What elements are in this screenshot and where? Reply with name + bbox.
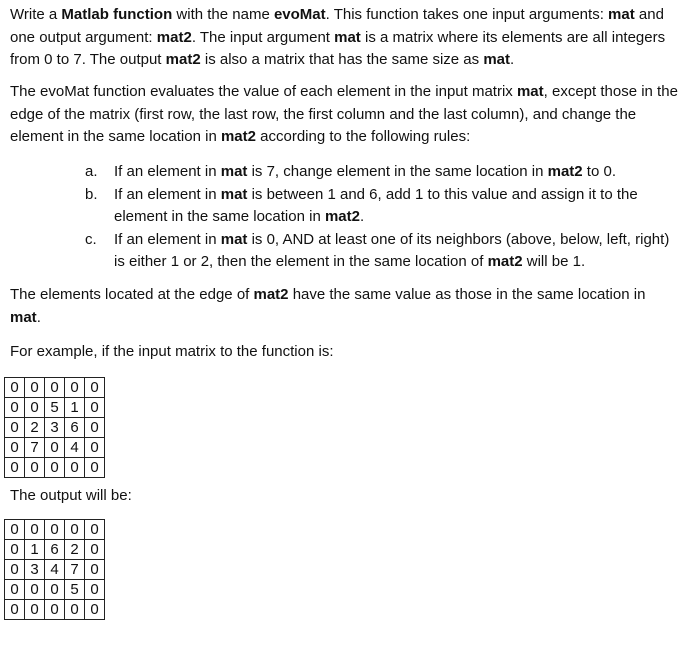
rule-a-text <box>114 163 616 180</box>
rules-list <box>85 161 680 274</box>
matrix-cell: 2 <box>65 540 85 560</box>
matrix-row <box>5 398 105 418</box>
matrix-cell: 0 <box>25 378 45 398</box>
matrix-cell: 0 <box>85 600 105 620</box>
matrix-cell: 5 <box>65 580 85 600</box>
bold-term: mat <box>10 308 37 326</box>
text-run: , except those in the edge of the matrix (first row, the last row, the first column and the last column), and change the element in the same location in <box>10 83 678 146</box>
matrix-cell: 0 <box>85 520 105 540</box>
rule-c-marker: c. <box>85 230 97 248</box>
text-run: . <box>359 208 365 226</box>
output-matrix-table <box>4 519 105 620</box>
bold-term: mat <box>220 163 248 180</box>
matrix-row <box>5 580 105 600</box>
text-run: to 0. <box>582 163 616 180</box>
intro-paragraph <box>10 4 678 72</box>
matrix-cell: 0 <box>5 580 25 600</box>
matrix-cell: 0 <box>85 418 105 438</box>
matrix-cell: 0 <box>25 600 45 620</box>
matrix-cell: 0 <box>85 378 105 398</box>
matrix-row <box>5 540 105 560</box>
bold-term: mat2 <box>220 128 256 146</box>
matrix-cell: 0 <box>85 560 105 580</box>
output-caption: The output will be: <box>10 487 132 504</box>
matrix-cell: 0 <box>5 398 25 418</box>
matrix-row <box>5 418 105 438</box>
matrix-cell: 0 <box>45 520 65 540</box>
matrix-cell: 0 <box>85 458 105 478</box>
text-run: is 7, change element in the same location in <box>247 163 548 180</box>
matrix-cell: 3 <box>25 560 45 580</box>
text-run: The elements located at the edge of <box>10 286 254 303</box>
bold-term: mat2 <box>253 286 289 303</box>
matrix-row <box>5 600 105 620</box>
text-run: . The input argument <box>191 28 335 46</box>
matrix-cell: 0 <box>5 540 25 560</box>
matrix-cell: 7 <box>25 438 45 458</box>
bold-term: mat2 <box>487 253 523 271</box>
matrix-cell: 0 <box>45 600 65 620</box>
bold-term: evoMat <box>273 6 326 23</box>
matrix-row <box>5 438 105 458</box>
matrix-cell: 0 <box>5 418 25 438</box>
text-run: . This function takes one input arguments: <box>325 6 609 23</box>
text-run: If an element in <box>114 185 221 203</box>
matrix-cell: 0 <box>65 378 85 398</box>
text-run: Write a <box>10 6 62 23</box>
matrix-cell: 0 <box>85 540 105 560</box>
text-run: have the same value as those in the same location in <box>288 286 646 303</box>
matrix-cell: 6 <box>65 418 85 438</box>
matrix-row <box>5 560 105 580</box>
bold-term: mat2 <box>165 51 201 69</box>
matrix-cell: 0 <box>25 520 45 540</box>
matrix-row <box>5 378 105 398</box>
text-run: is 0, AND at least one of its neighbors (above, below, left, right) is either 1 or 2, then the element in the same location of <box>114 230 670 271</box>
example-intro: For example, if the input matrix to the function is: <box>10 343 334 360</box>
matrix-cell: 7 <box>65 560 85 580</box>
rule-a-marker: a. <box>85 163 98 180</box>
text-run: is a matrix where its elements are all integers from 0 to 7. The output <box>10 28 666 69</box>
matrix-cell: 0 <box>5 560 25 580</box>
bold-term: mat <box>334 28 361 46</box>
matrix-cell: 0 <box>85 398 105 418</box>
text-run: with the name <box>172 6 274 23</box>
matrix-cell: 0 <box>85 580 105 600</box>
bold-term: Matlab function <box>61 6 173 23</box>
matrix-cell: 0 <box>25 458 45 478</box>
bold-term: mat2 <box>324 208 360 226</box>
bold-term: mat <box>220 185 248 203</box>
text-run: . <box>36 308 41 326</box>
matrix-cell: 2 <box>25 418 45 438</box>
bold-term: mat <box>483 51 510 69</box>
rule-b-marker: b. <box>85 185 98 203</box>
matrix-cell: 0 <box>5 438 25 458</box>
matrix-cell: 0 <box>25 580 45 600</box>
bold-term: mat <box>220 230 248 248</box>
rule-b-text <box>114 186 638 226</box>
rule-a <box>85 161 680 184</box>
matrix-cell: 0 <box>5 458 25 478</box>
matrix-cell: 4 <box>45 560 65 580</box>
text-run: is between 1 and 6, add 1 to this value and assign it to the element in the same location in <box>114 185 638 226</box>
matrix-cell: 0 <box>5 378 25 398</box>
input-matrix-table <box>4 377 105 478</box>
matrix-cell: 1 <box>65 398 85 418</box>
matrix-row <box>5 520 105 540</box>
edge-note-paragraph <box>10 284 678 329</box>
text-run: and one output argument: <box>10 6 664 46</box>
rule-c-text <box>114 231 669 271</box>
rule-c <box>85 229 680 274</box>
matrix-cell: 3 <box>45 418 65 438</box>
matrix-cell: 0 <box>45 580 65 600</box>
text-run: The evoMat function evaluates the value of each element in the input matrix <box>10 83 517 100</box>
text-run: . <box>510 51 515 69</box>
bold-term: mat2 <box>156 28 192 46</box>
rule-b <box>85 184 680 229</box>
matrix-cell: 6 <box>45 540 65 560</box>
matrix-cell: 0 <box>25 398 45 418</box>
matrix-cell: 4 <box>65 438 85 458</box>
text-run: will be 1. <box>522 253 586 271</box>
text-run: according to the following rules: <box>255 128 471 146</box>
text-run: If an element in <box>114 163 221 180</box>
matrix-cell: 0 <box>65 458 85 478</box>
matrix-cell: 0 <box>45 378 65 398</box>
matrix-cell: 0 <box>5 600 25 620</box>
matrix-cell: 0 <box>65 520 85 540</box>
bold-term: mat2 <box>547 163 583 180</box>
matrix-row <box>5 458 105 478</box>
bold-term: mat <box>516 83 544 100</box>
matrix-cell: 0 <box>65 600 85 620</box>
matrix-cell: 0 <box>45 438 65 458</box>
matrix-cell: 1 <box>25 540 45 560</box>
matrix-cell: 0 <box>45 458 65 478</box>
matrix-cell: 0 <box>5 520 25 540</box>
text-run: If an element in <box>114 230 221 248</box>
text-run: is also a matrix that has the same size as <box>200 51 484 69</box>
description-paragraph <box>10 81 678 149</box>
bold-term: mat <box>608 6 635 23</box>
matrix-cell: 0 <box>85 438 105 458</box>
matrix-cell: 5 <box>45 398 65 418</box>
